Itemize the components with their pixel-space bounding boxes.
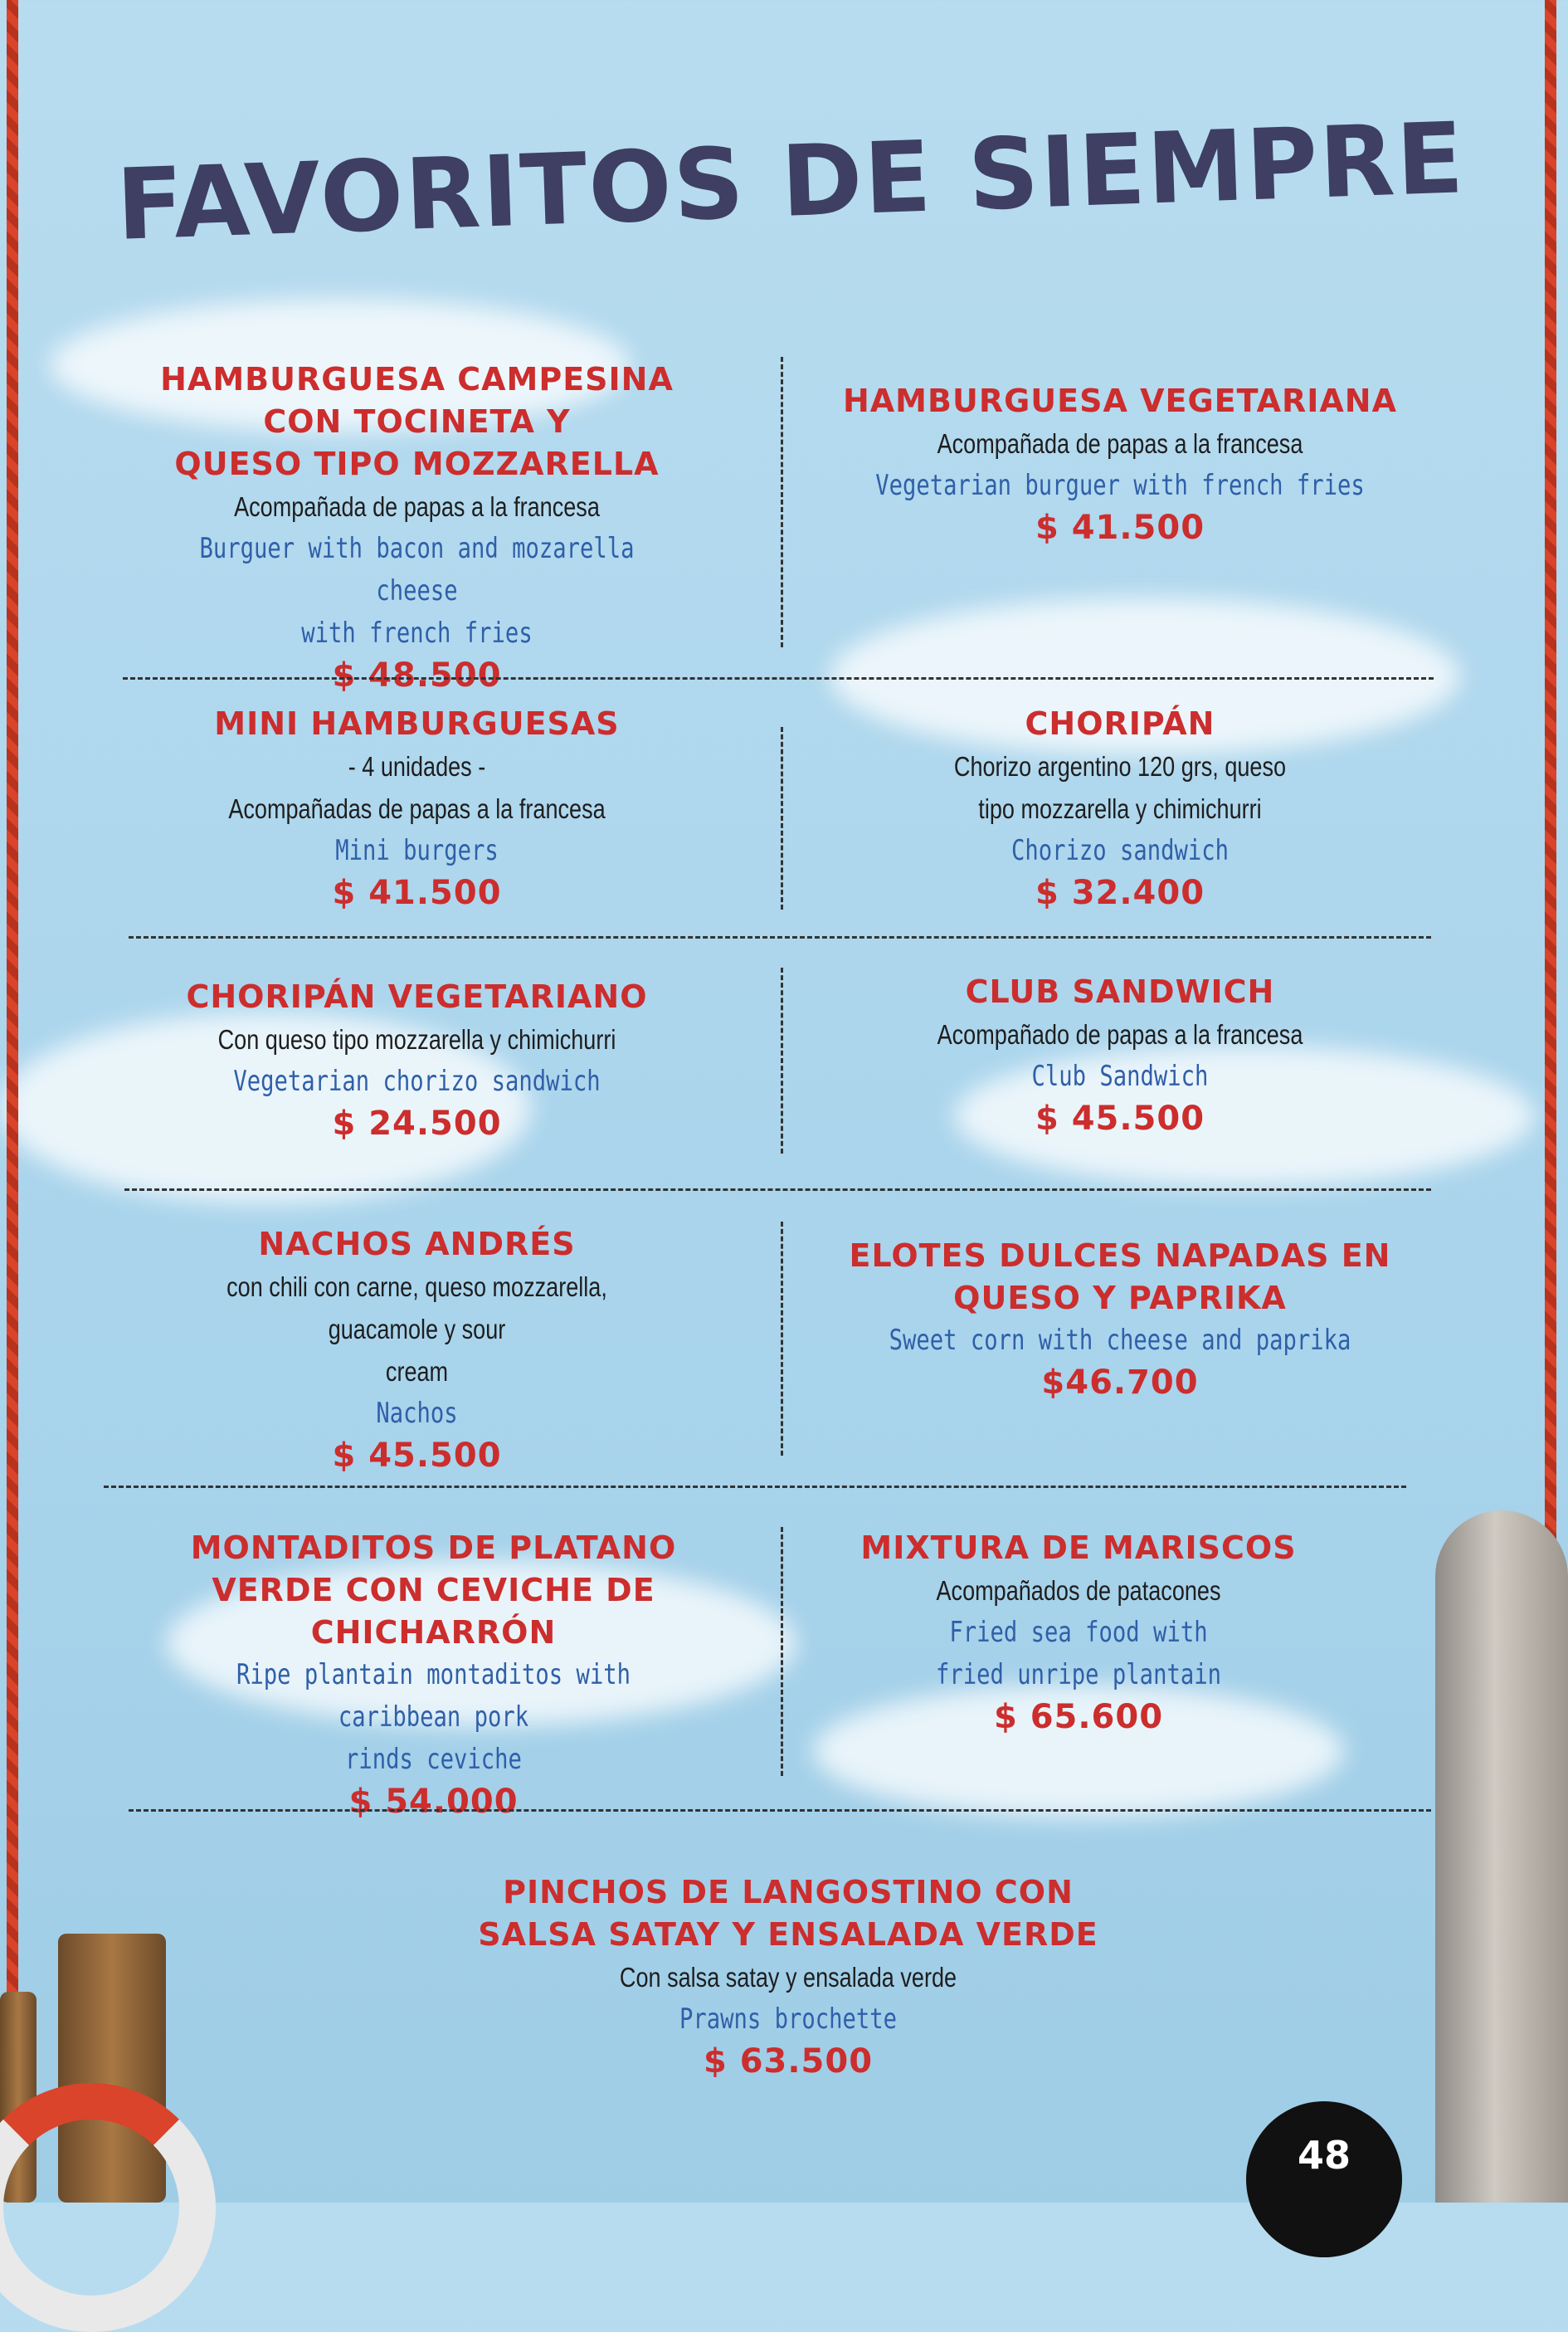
item-price: $ 45.500 (332, 1437, 502, 1475)
item-name: NACHOS ANDRÉS (258, 1226, 576, 1262)
menu-item (813, 380, 1427, 549)
column-divider (781, 968, 783, 1154)
item-english: Burguer with bacon and mozarella cheese with french fries (199, 532, 635, 650)
item-price: $ 48.500 (332, 656, 502, 695)
column-divider (781, 1527, 783, 1776)
column-divider (781, 727, 783, 910)
row-divider (129, 936, 1431, 939)
item-price: $ 63.500 (703, 2042, 874, 2081)
item-name: ELOTES DULCES NAPADAS EN QUESO Y PAPRIKA (849, 1237, 1391, 1316)
item-description: Con queso tipo mozzarella y chimichurri (217, 1024, 616, 1055)
page-number: 48 (1297, 2133, 1351, 2178)
menu-item (440, 1871, 1137, 2082)
item-price: $ 54.000 (348, 1783, 519, 1821)
item-description: Acompañado de papas a la francesa (937, 1019, 1303, 1050)
item-price: $ 41.500 (332, 874, 502, 912)
menu-item (124, 359, 709, 696)
item-english: Mini burgers (335, 834, 499, 867)
item-english: Sweet corn with cheese and paprika (889, 1324, 1351, 1357)
item-description: Chorizo argentino 120 grs, queso tipo mozzarella y chimichurri (953, 751, 1287, 824)
item-description: con chili con carne, queso mozzarella, guacamole y sour cream (226, 1271, 607, 1387)
menu-item (813, 703, 1427, 914)
row-divider (104, 1486, 1406, 1488)
page-title: FAVORITOS DE SIEMPRE (114, 100, 1467, 262)
item-description: Acompañados de patacones (936, 1575, 1221, 1606)
column-divider (781, 357, 783, 647)
menu-item (796, 1527, 1361, 1738)
fort-tower (1435, 1510, 1568, 2203)
item-description: Con salsa satay y ensalada verde (619, 1962, 957, 1993)
item-description: - 4 unidades - Acompañadas de papas a la francesa (228, 751, 606, 824)
item-name: CHORIPÁN VEGETARIANO (186, 978, 648, 1015)
item-price: $ 32.400 (1035, 874, 1205, 912)
menu-item (813, 971, 1427, 1139)
item-english: Vegetarian chorizo sandwich (233, 1065, 601, 1098)
item-price: $ 45.500 (1035, 1100, 1205, 1138)
row-divider (129, 1809, 1431, 1812)
item-name: HAMBURGUESA CAMPESINA CON TOCINETA Y QUESO TIPO MOZZARELLA (160, 361, 674, 482)
column-divider (781, 1222, 783, 1456)
item-english: Ripe plantain montaditos with caribbean pork rinds ceviche (236, 1658, 631, 1776)
item-name: MIXTURA DE MARISCOS (860, 1529, 1297, 1566)
item-english: Fried sea food with fried unripe plantain (936, 1616, 1221, 1691)
item-name: PINCHOS DE LANGOSTINO CON SALSA SATAY Y ENSALADA VERDE (478, 1874, 1098, 1953)
item-english: Vegetarian burguer with french fries (875, 469, 1365, 502)
life-ring (0, 2083, 216, 2332)
item-english: Club Sandwich (1031, 1060, 1209, 1093)
menu-item (124, 703, 709, 914)
page-number-badge (1246, 2101, 1402, 2257)
item-price: $ 65.600 (993, 1698, 1164, 1736)
item-english: Chorizo sandwich (1010, 834, 1229, 867)
menu-item (124, 976, 709, 1144)
item-price: $ 24.500 (332, 1105, 502, 1143)
menu-item (141, 1527, 726, 1822)
item-english: Nachos (376, 1397, 458, 1430)
row-divider (123, 677, 1434, 680)
item-price: $ 41.500 (1035, 509, 1205, 547)
item-english: Prawns brochette (679, 2003, 897, 2036)
item-description: Acompañada de papas a la francesa (234, 491, 600, 522)
item-name: HAMBURGUESA VEGETARIANA (842, 383, 1398, 419)
item-name: MONTADITOS DE PLATANO VERDE CON CEVICHE DE CHICHARRÓN (190, 1529, 677, 1651)
row-divider (124, 1188, 1431, 1191)
item-name: CHORIPÁN (1025, 705, 1215, 742)
item-description: Acompañada de papas a la francesa (937, 428, 1303, 459)
menu-item (813, 1235, 1427, 1403)
item-name: CLUB SANDWICH (965, 973, 1275, 1010)
item-name: MINI HAMBURGUESAS (214, 705, 620, 742)
item-price: $46.700 (1041, 1364, 1199, 1402)
menu-item (124, 1223, 709, 1476)
rope-left (7, 0, 18, 2203)
